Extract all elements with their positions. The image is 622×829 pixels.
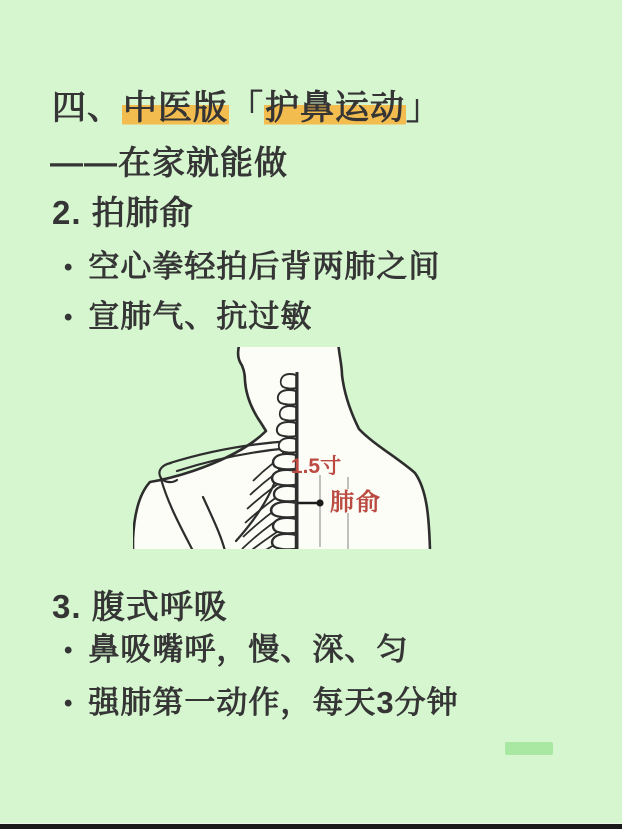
bullet-text: 强肺第一动作，每天3分钟: [88, 685, 459, 720]
bullet-item-pat-2: [64, 297, 312, 339]
bullet-text: 空心拳轻拍后背两肺之间: [88, 249, 441, 284]
title-prefix: 四、: [52, 89, 122, 127]
title-bracket-open: 「: [229, 89, 264, 127]
bottom-edge-bar: [0, 823, 622, 829]
acupoint-label: 肺俞: [330, 489, 382, 516]
bullet-dot: •: [64, 304, 73, 331]
decorative-mark: [505, 742, 553, 755]
title-highlight-1: 中医版: [123, 89, 228, 127]
acupoint-diagram: [133, 347, 437, 549]
bullet-text: 鼻吸嘴呼，慢、深、匀: [88, 632, 409, 667]
acupoint-dot: [316, 499, 323, 506]
bullet-text: 宣肺气、抗过敏: [88, 299, 313, 334]
section-2-heading: 2. 拍肺俞: [52, 194, 194, 231]
bullet-item-breath-2: [64, 683, 459, 725]
bullet-dot: •: [64, 690, 73, 717]
bullet-item-breath-1: [64, 630, 408, 672]
section-3-heading: 3. 腹式呼吸: [52, 588, 228, 625]
title-highlight-2: 护鼻运动: [265, 89, 405, 127]
page-title: [52, 80, 441, 129]
title-bracket-close: 」: [406, 89, 441, 127]
bullet-dot: •: [64, 637, 73, 664]
bullet-dot: •: [64, 254, 73, 281]
bullet-item-pat-1: [64, 247, 440, 289]
subtitle: ——在家就能做: [50, 144, 288, 181]
distance-label: 1.5寸: [290, 455, 342, 478]
